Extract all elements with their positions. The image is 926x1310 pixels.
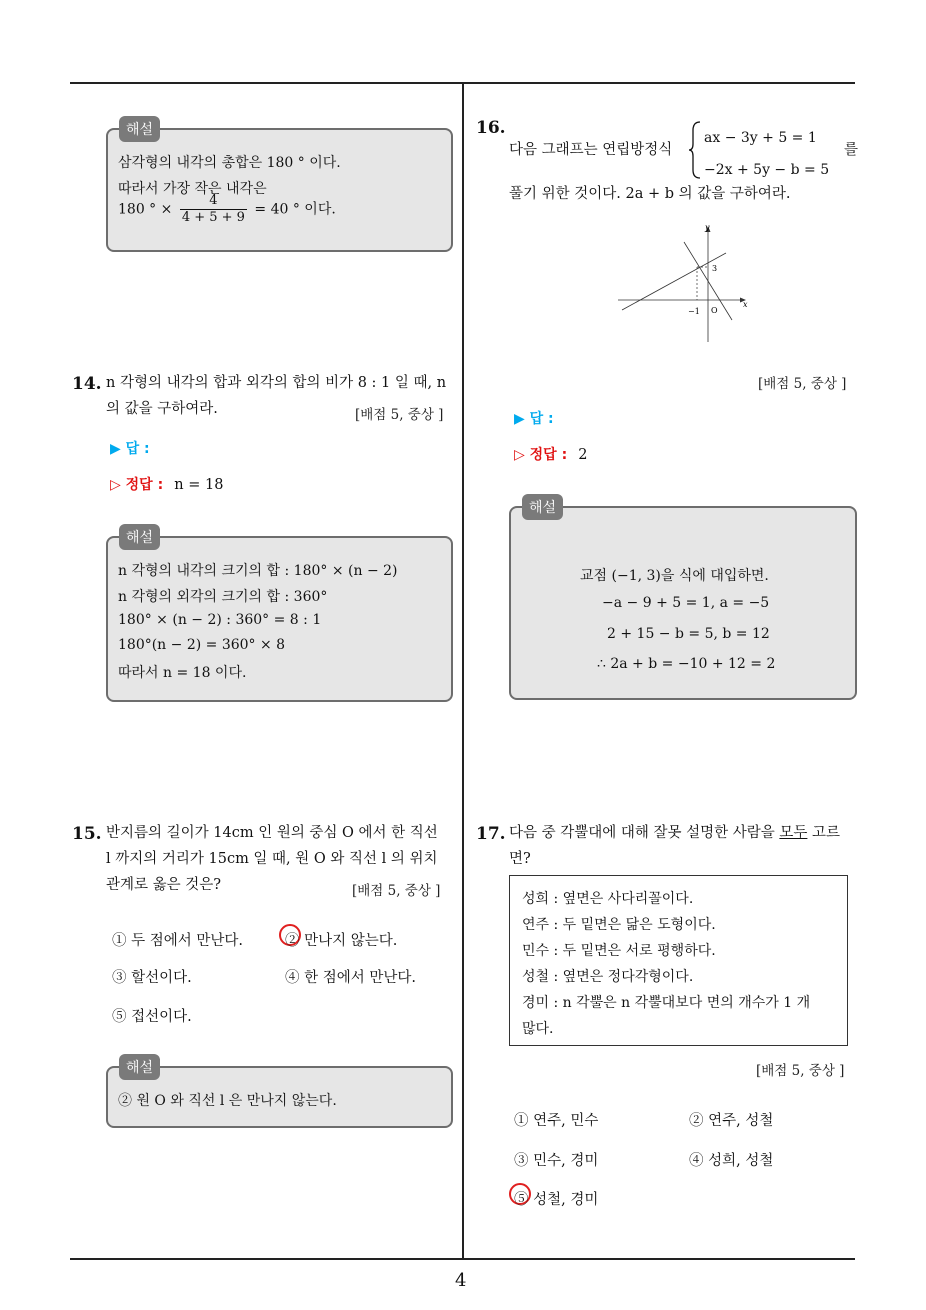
q17-option-5[interactable]: ⑤ 성철, 경미 [514,1192,599,1208]
q16-question-line1-post: 를 [844,142,859,158]
q13-solution-line3 [118,193,336,226]
q17-statement-5-cont: 많다. [522,1021,554,1037]
q17-question-pre: 다음 중 각뿔대에 대해 잘못 설명한 사람을 [509,825,780,841]
q14-question-line1: n 각형의 내각의 합과 외각의 합의 비가 8 : 1 일 때, n [106,375,447,391]
q13-fraction-denominator: 4 + 5 + 9 [181,210,245,225]
q15-score: [배점 5, 중상 ] [352,883,441,899]
q16-graph-tick-minus1: −1 [688,307,700,316]
q14-key-value: n = 18 [174,477,224,493]
q14-key-label: ▷ 정답 : [110,477,164,493]
q15-option-3[interactable]: ③ 할선이다. [112,970,192,986]
q13-solution-tag: 해설 [119,116,160,142]
q15-solution-line: ② 원 O 와 직선 l 은 만나지 않는다. [118,1093,337,1109]
q15-option-4[interactable]: ④ 한 점에서 만난다. [285,970,416,986]
q14-solution-line5: 따라서 n = 18 이다. [118,665,247,681]
q16-score: [배점 5, 중상 ] [758,376,847,392]
q16-key-value: 2 [578,447,588,463]
q16-graph-origin: O [711,306,718,315]
q17-number: 17. [476,824,506,844]
q17-question-line1 [509,826,840,841]
q17-statement-3: 민수 : 두 밑면은 서로 평행하다. [522,943,716,959]
q13-fraction-numerator: 4 [180,193,247,210]
q17-option-1[interactable]: ① 연주, 민수 [514,1113,599,1129]
q16-graph [610,220,760,350]
bottom-rule [70,1258,855,1260]
q13-formula-prefix: 180 ° × [118,201,173,218]
q16-solution-tag: 해설 [522,494,563,520]
q17-option-2[interactable]: ② 연주, 성철 [689,1113,774,1129]
q17-statement-5: 경미 : n 각뿔은 n 각뿔대보다 면의 개수가 1 개 [522,995,811,1011]
q17-statement-2: 연주 : 두 밑면은 닮은 도형이다. [522,917,716,933]
q16-graph-x-label: x [743,300,748,309]
q16-answer-label: ▶ 답 : [514,411,554,427]
q14-solution-line1: n 각형의 내각의 크기의 합 : 180° × (n − 2) [118,563,398,579]
q17-statement-1: 성희 : 옆면은 사다리꼴이다. [522,891,694,907]
q16-system-brace [689,120,703,180]
q16-solution-line3: 2 + 15 − b = 5, b = 12 [607,626,770,642]
q14-solution-line4: 180°(n − 2) = 360° × 8 [118,637,286,653]
q17-option-4[interactable]: ④ 성희, 성철 [689,1153,774,1169]
q16-key-label: ▷ 정답 : [514,447,568,463]
q16-answer-key [514,444,588,464]
q13-solution-line2: 따라서 가장 작은 내각은 [118,181,267,197]
q15-option-2[interactable]: ② 만나지 않는다. [285,933,398,949]
q14-solution-line2: n 각형의 외각의 크기의 합 : 360° [118,589,328,605]
q15-option-1[interactable]: ① 두 점에서 만난다. [112,933,243,949]
q16-graph-y-label: y [705,223,710,232]
q16-solution-line4: ∴ 2a + b = −10 + 12 = 2 [597,656,776,672]
q16-question-line2: 풀기 위한 것이다. 2a + b 의 값을 구하여라. [509,186,791,202]
column-divider [462,83,464,1259]
q13-formula-suffix: = 40 ° 이다. [254,201,336,218]
q14-question-line2: 의 값을 구하여라. [106,401,218,417]
q13-fraction [180,193,247,226]
q13-solution-line1: 삼각형의 내각의 총합은 180 ° 이다. [118,155,341,171]
q17-option-3[interactable]: ③ 민수, 경미 [514,1153,599,1169]
q17-score: [배점 5, 중상 ] [756,1063,845,1079]
q16-solution-line2: −a − 9 + 5 = 1, a = −5 [602,595,770,611]
q15-solution-tag: 해설 [119,1054,160,1080]
q17-question-underlined: 모두 [779,825,808,841]
q16-graph-tick-3: 3 [712,264,718,273]
q17-question-post: 고르 [807,825,841,841]
page-number: 4 [455,1270,467,1291]
q15-option-5[interactable]: ⑤ 접선이다. [112,1009,192,1025]
q14-answer-label: ▶ 답 : [110,441,150,457]
q14-number: 14. [72,374,102,394]
q16-equation-2: −2x + 5y − b = 5 [704,162,830,178]
q16-question-line1-pre: 다음 그래프는 연립방정식 [509,142,673,158]
q15-number: 15. [72,824,102,844]
q16-solution-line1: 교점 (−1, 3)을 식에 대입하면. [580,568,769,584]
q14-score: [배점 5, 중상 ] [355,407,444,423]
q14-solution-tag: 해설 [119,524,160,550]
q16-number: 16. [476,118,506,138]
q16-equation-1: ax − 3y + 5 = 1 [704,130,817,146]
q14-answer-key [110,474,223,494]
q15-question-line2: l 까지의 거리가 15cm 일 때, 원 O 와 직선 l 의 위치 [106,851,438,867]
q14-solution-line3: 180° × (n − 2) : 360° = 8 : 1 [118,612,322,628]
q17-question-line2: 면? [509,851,531,867]
q17-statement-4: 성철 : 옆면은 정다각형이다. [522,969,694,985]
q16-graph-line-1 [622,253,726,310]
q15-question-line3: 관계로 옳은 것은? [106,877,222,893]
q15-question-line1: 반지름의 길이가 14cm 인 원의 중심 O 에서 한 직선 [106,825,438,841]
